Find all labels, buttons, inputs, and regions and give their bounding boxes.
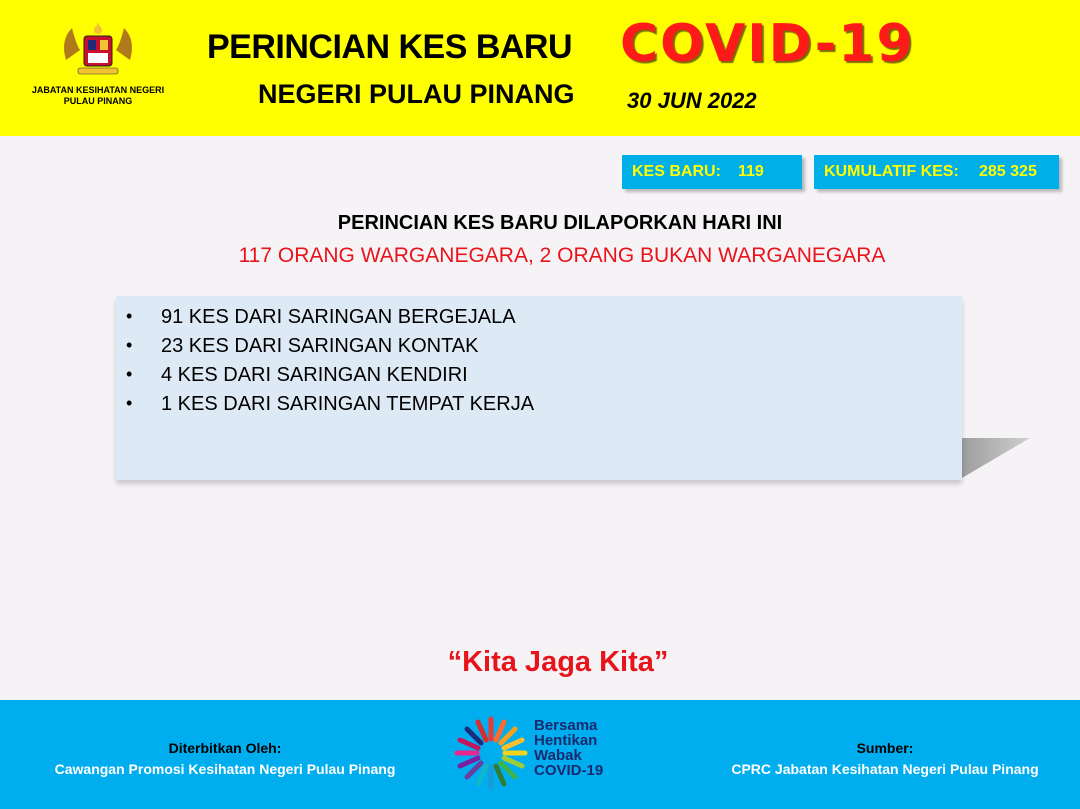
campaign-line-2: Hentikan — [534, 732, 598, 749]
state-title: NEGERI PULAU PINANG — [258, 79, 575, 109]
header-banner — [0, 0, 1080, 136]
bullet-icon: • — [126, 364, 133, 384]
campaign-line-4: COVID-19 — [534, 762, 604, 779]
slogan: “Kita Jaga Kita” — [447, 646, 669, 678]
covid-title: COVID-19 — [620, 14, 915, 74]
campaign-burst-logo-icon — [452, 714, 530, 792]
publisher-block — [20, 740, 430, 777]
details-heading: PERINCIAN KES BARU DILAPORKAN HARI INI — [337, 212, 783, 234]
publisher-label: Diterbitkan Oleh: — [168, 740, 282, 756]
campaign-logo-text — [534, 718, 603, 778]
source-name: CPRC Jabatan Kesihatan Negeri Pulau Pinang — [731, 761, 1039, 777]
department-line-1: JABATAN KESIHATAN NEGERI — [31, 85, 165, 95]
list-item-text: 1 KES DARI SARINGAN TEMPAT KERJA — [161, 393, 535, 415]
case-breakdown-box — [116, 296, 962, 480]
new-cases-badge — [622, 155, 802, 189]
list-item-text: 91 KES DARI SARINGAN BERGEJALA — [161, 306, 516, 328]
department-name — [12, 85, 184, 107]
malaysia-crest-icon — [58, 20, 138, 82]
department-line-2: PULAU PINANG — [63, 96, 133, 106]
cumulative-cases-value: 285 325 — [979, 163, 1037, 180]
list-item-text: 23 KES DARI SARINGAN KONTAK — [161, 335, 479, 357]
citizenship-summary: 117 ORANG WARGANEGARA, 2 ORANG BUKAN WARGANEGARA — [238, 244, 886, 267]
publisher-name: Cawangan Promosi Kesihatan Negeri Pulau Pinang — [54, 761, 396, 777]
source-block — [702, 740, 1068, 777]
bullet-icon: • — [126, 306, 133, 326]
report-date: 30 JUN 2022 — [627, 88, 757, 113]
bullet-icon: • — [126, 335, 133, 355]
bullet-icon: • — [126, 393, 133, 413]
cumulative-cases-label: KUMULATIF KES: — [824, 163, 959, 180]
cumulative-cases-badge — [814, 155, 1059, 189]
source-label: Sumber: — [856, 740, 914, 756]
page-title: PERINCIAN KES BARU — [207, 28, 573, 66]
campaign-line-3: Wabak — [534, 747, 582, 764]
new-cases-label: KES BARU: — [632, 163, 721, 180]
new-cases-value: 119 — [738, 163, 764, 180]
list-item-text: 4 KES DARI SARINGAN KENDIRI — [161, 364, 468, 386]
campaign-line-1: Bersama — [534, 717, 598, 734]
